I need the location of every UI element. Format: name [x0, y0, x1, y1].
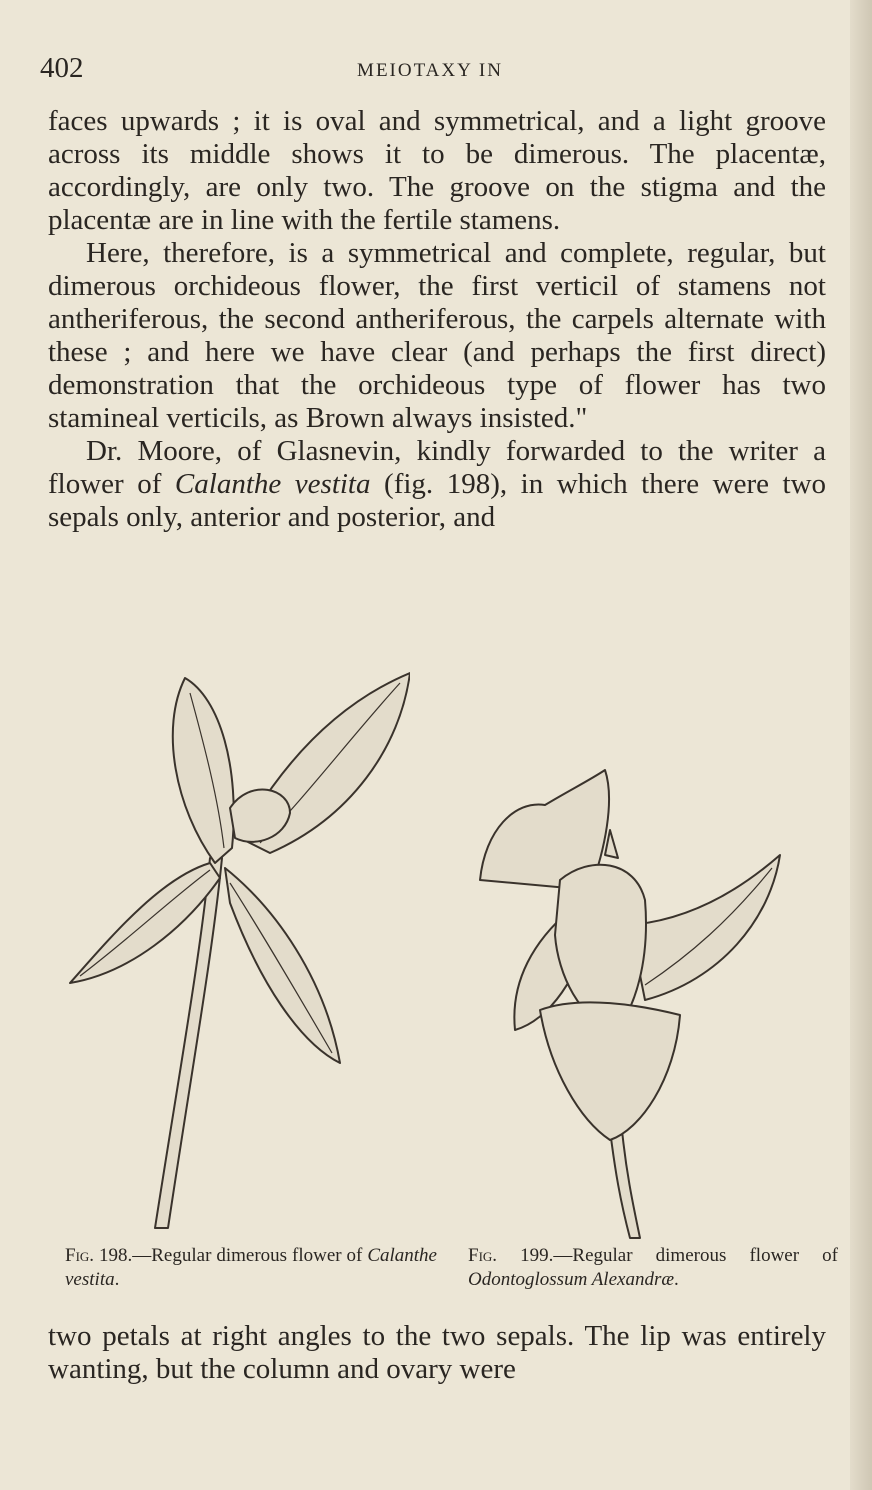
species-calanthe-vestita: Calanthe vestita [174, 468, 371, 500]
paragraph-moore [48, 435, 826, 534]
figure-199-odontoglossum-illustration [440, 760, 835, 1240]
paragraph-1: faces upwards ; it is oval and symmetrical, and a light groove across its middle shows it to be dimerous. The placentæ, accordingly, are only two. The groove on the stigma and the placentæ are in line with the fertile stamens. [48, 105, 826, 236]
figure-198-label: Fig. [65, 1245, 95, 1266]
figure-198-calanthe-illustration [60, 638, 410, 1238]
paragraph-moore-before: Dr. Moore, of Glasnevin, kindly forwarded to the writer a flower of [48, 435, 826, 500]
figure-199-caption [468, 1244, 838, 1292]
figure-199-caption-end: . [674, 1269, 679, 1290]
odontoglossum-stem [610, 1130, 640, 1238]
body-text-bottom [48, 1320, 826, 1386]
page-edge [850, 0, 872, 1490]
figure-198-caption-start: 198.—Regular dimerous flower of [94, 1245, 368, 1266]
page-number: 402 [40, 52, 84, 84]
figure-199-label: Fig. [468, 1245, 498, 1266]
paragraph-2: Here, therefore, is a symmetrical and complete, regular, but dimerous orchideous flower, the first verticil of stamens not antheriferous, the second antheriferous, the carpels alternate with these ; and here we have clear (and perhaps the first direct) demonstration that the orchideous type of flower has two stamineal verticils, as Brown always insisted." [48, 237, 826, 434]
odontoglossum-right-petal [630, 855, 780, 1000]
running-title: MEIOTAXY IN [357, 60, 503, 81]
figure-199-caption-start: 199.—Regular dimerous flower of [497, 1245, 838, 1266]
figure-198-caption-end: . [114, 1269, 120, 1290]
figure-199-species: Odontoglossum Alexandræ [468, 1269, 675, 1290]
body-text-top [48, 105, 826, 534]
calanthe-upper-sepal [173, 678, 234, 863]
figure-198-caption [65, 1244, 437, 1292]
paragraph-bottom: two petals at right angles to the two sepals. The lip was entirely wanting, but the column and ovary were [48, 1320, 826, 1385]
odontoglossum-lower-sepal [540, 1002, 680, 1140]
paragraph-moore-after: (fig. 198), in which there were two sepals only, anterior and posterior, and [48, 468, 827, 533]
figure-198-species: Calanthe vestita [65, 1245, 437, 1290]
page-header [40, 52, 820, 92]
calanthe-lower-sepal [225, 868, 340, 1063]
